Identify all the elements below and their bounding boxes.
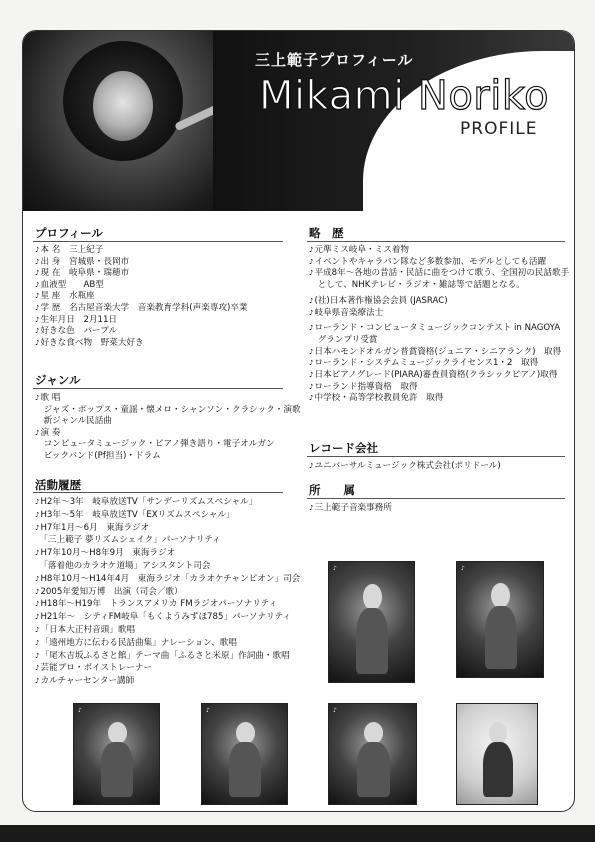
genre-row (35, 428, 60, 439)
agency-row-text: 三上範子音楽事務所 (314, 503, 392, 513)
profile-row-text: 血液型 AB型 (40, 279, 104, 290)
bullet-arrow-icon: ♪ (309, 347, 314, 356)
bullet-arrow-icon: ♪ (309, 324, 314, 333)
bullet-arrow-icon: ♪ (309, 308, 314, 317)
career-row-text: イベントやキャラバン隊など多数参加、モデルとしても活躍 (314, 256, 547, 267)
activities-row-text: H7年10月～H8年9月 東海ラジオ (40, 548, 176, 559)
bullet-arrow-icon: ♪ (35, 664, 40, 673)
jp-title: 三上範子プロフィール (255, 51, 414, 69)
activities-row (35, 587, 183, 598)
activities-row (35, 676, 134, 687)
header (23, 31, 574, 211)
profile-row-text: 現 在 岐阜県・瑞穂市 (40, 268, 130, 279)
bullet-arrow-icon: ♪ (309, 371, 314, 379)
career-row (309, 257, 546, 268)
activities-title: 活動履歴 (35, 478, 81, 492)
label-row-text: ユニバーサルミュージック株式会社(ポリドール) (314, 461, 501, 471)
photo-5: ♪ (328, 703, 417, 805)
photo-4: ♪ (201, 703, 288, 805)
bullet-arrow-icon: ♪ (35, 246, 40, 254)
bullet-arrow-icon: ♪ (309, 359, 314, 368)
activities-row-text: カルチャーセンター講師 (40, 676, 135, 687)
profile-word: PROFILE (460, 119, 538, 139)
genre-row (35, 393, 60, 404)
activities-row-text: 2005年愛知万博 出演（司会／歌） (40, 586, 183, 597)
career-row-text: (社)日本著作権協会会員 (JASRAC) (314, 295, 448, 306)
profile-row (35, 291, 95, 302)
career-row-text: 日本ハモンドオルガン普賞資格(ジュニア・シニアランク) 取得 (314, 346, 562, 357)
bullet-arrow-icon: ♪ (35, 549, 40, 558)
career-row (309, 370, 557, 381)
career-row (309, 245, 409, 256)
profile-row-text: 学 歴 名古屋音楽大学 音楽教育学科(声楽専攻)卒業 (40, 303, 248, 313)
bullet-arrow-icon: ♪ (35, 677, 40, 686)
career-row-text: グランプリ受賞 (309, 334, 378, 345)
bullet-arrow-icon: ♪ (35, 327, 40, 336)
career-row (309, 358, 538, 369)
label-title: レコード会社 (309, 441, 378, 455)
profile-sheet (22, 30, 575, 812)
activities-row-text: 「尾木吉坂ふるさと館」テーマ曲「ふるさと米原」作詞曲・歌唱 (40, 650, 290, 661)
photo-3: ♪ (73, 703, 160, 805)
profile-row (35, 257, 129, 268)
bullet-arrow-icon: ♪ (35, 394, 40, 402)
activities-row (35, 574, 300, 585)
bullet-arrow-icon: ♪ (309, 269, 314, 278)
bullet-arrow-icon: ♪ (309, 296, 314, 305)
profile-row-text: 好きな食べ物 野菜大好き (40, 337, 144, 348)
activities-row (35, 561, 210, 572)
profile-row (35, 280, 104, 291)
activities-row (35, 510, 235, 521)
label-row (309, 461, 501, 472)
activities-row-text: H3年～5年 岐阜放送TV「EXリズムスペシャル」 (40, 509, 235, 520)
career-row (309, 323, 560, 334)
career-row (309, 382, 418, 393)
bullet-arrow-icon: ♪ (35, 651, 40, 660)
genre-row-text: 新ジャンル民話曲 (35, 416, 112, 427)
career-row (309, 280, 525, 291)
bullet-arrow-icon: ♪ (309, 257, 314, 266)
profile-row-text: 生年月日 2月11日 (40, 314, 118, 325)
bullet-arrow-icon: ♪ (309, 462, 314, 470)
profile-row (35, 338, 144, 349)
activities-row-text: H21年～ シティFM岐阜「もくようみずほ785」パーソナリティ (40, 612, 291, 623)
genre-row-text: 演 奏 (40, 427, 61, 438)
activities-row-text: 「三上範子 夢リズムシェイク」パーソナリティ (35, 535, 221, 546)
scan-edge (0, 825, 595, 842)
activities-row-text: 「落着他のカラオケ道場」アシスタント司会 (35, 561, 211, 571)
career-row (309, 308, 383, 319)
bullet-arrow-icon: ♪ (35, 574, 40, 583)
career-row-text: 平成8年～各地の昔話・民話に曲をつけて歌う、全国初の民話歌手 (314, 268, 570, 279)
activities-row (35, 523, 149, 534)
photo-6 (456, 703, 538, 805)
activities-row-text: H18年～H19年 トランスアメリカ FMラジオパーソナリティ (40, 599, 278, 610)
genre-title: ジャンル (35, 373, 81, 387)
profile-row (35, 268, 129, 279)
agency-row (309, 503, 392, 514)
genre-row-text: ビックバンド(Pf担当)・ドラム (35, 451, 161, 461)
profile-row-text: 好きな色 パープル (40, 326, 118, 337)
career-row-text: 岐阜県音楽療法士 (314, 307, 384, 318)
activities-row-text: H8年10月～H14年4月 東海ラジオ「カラオケチャンピオン」司会 (40, 573, 301, 584)
bullet-arrow-icon: ♪ (35, 600, 40, 609)
activities-row (35, 625, 135, 636)
bullet-arrow-icon: ♪ (35, 613, 40, 622)
photo-1: ♪ (328, 561, 415, 683)
career-title: 略 歴 (309, 226, 344, 240)
profile-row-text: 星 座 水瓶座 (40, 291, 95, 302)
career-row-text: 中学校・高等学校教員免許 取得 (314, 393, 444, 404)
bullet-arrow-icon: ♪ (35, 498, 40, 506)
bullet-arrow-icon: ♪ (35, 587, 40, 596)
bullet-arrow-icon: ♪ (35, 510, 40, 519)
photo-2: ♪ (456, 561, 544, 678)
career-row-text: ローランド・システムミュージックライセンス1・2 取得 (314, 358, 539, 369)
activities-row (35, 612, 291, 623)
bullet-arrow-icon: ♪ (309, 504, 314, 512)
career-row-text: 日本ピアノグレード(PIARA)審査員資格(クラシックピアノ)取得 (314, 370, 558, 380)
bullet-arrow-icon: ♪ (35, 638, 40, 647)
bullet-arrow-icon: ♪ (309, 394, 314, 403)
profile-row (35, 326, 117, 337)
genre-row (35, 439, 275, 450)
activities-row (35, 535, 221, 546)
career-row (309, 347, 561, 358)
bullet-arrow-icon: ♪ (35, 428, 40, 437)
bullet-arrow-icon: ♪ (35, 315, 40, 324)
activities-row-text: H7年1月～6月 東海ラジオ (40, 522, 150, 533)
bullet-arrow-icon: ♪ (35, 523, 40, 532)
activities-row-text: H2年～3年 岐阜放送TV「サンデーリズムスペシャル」 (40, 497, 258, 507)
profile-row (35, 303, 248, 314)
career-row (309, 393, 443, 404)
genre-row (35, 416, 112, 427)
career-row-text: として、NHKテレビ・ラジオ・雑誌等で話題となる。 (309, 280, 525, 291)
profile-row (35, 315, 117, 326)
bullet-arrow-icon: ♪ (309, 246, 314, 254)
profile-row-text: 出 身 宮城県・長岡市 (40, 256, 130, 267)
genre-row-text: ジャズ・ポップス・童謡・懐メロ・シャンソン・クラシック・演歌 (35, 404, 301, 415)
profile-row (35, 245, 103, 256)
activities-row (35, 663, 152, 674)
activities-row (35, 651, 290, 662)
bullet-arrow-icon: ♪ (309, 382, 314, 391)
profile-row-text: 本 名 三上紀子 (40, 245, 104, 255)
genre-row (35, 405, 301, 416)
activities-row-text: 「遠州地方に伝わる民話曲集」ナレーション、歌唱 (40, 637, 237, 648)
career-row (309, 296, 448, 307)
activities-row-text: 芸能プロ・ボイストレーナー (40, 663, 153, 674)
photo-face (93, 71, 153, 141)
career-row (309, 268, 569, 279)
activities-row (35, 548, 175, 559)
bullet-arrow-icon: ♪ (35, 269, 40, 278)
bullet-arrow-icon: ♪ (35, 292, 40, 301)
career-row-text: ローランド指導資格 取得 (314, 381, 418, 392)
bullet-arrow-icon: ♪ (35, 304, 40, 312)
activities-row-text: 「日本大正村音頭」歌唱 (40, 625, 136, 635)
career-row-text: ローランド・コンピュータミュージックコンテスト in NAGOYA (314, 323, 561, 334)
genre-row-text: 歌 唱 (40, 393, 61, 403)
profile-title: プロフィール (35, 226, 103, 240)
genre-row (35, 451, 161, 462)
bullet-arrow-icon: ♪ (35, 257, 40, 266)
activities-row (35, 497, 257, 508)
bullet-arrow-icon: ♪ (35, 338, 40, 347)
en-name: Mikami Noriko (259, 73, 550, 119)
career-row-text: 元準ミス岐阜・ミス着物 (314, 245, 410, 255)
genre-row-text: コンピュータミュージック・ピアノ弾き語り・電子オルガン (35, 439, 275, 450)
activities-row (35, 638, 237, 649)
career-row (309, 335, 377, 346)
activities-row (35, 599, 277, 610)
bullet-arrow-icon: ♪ (35, 626, 40, 634)
agency-title: 所 属 (309, 483, 355, 497)
bullet-arrow-icon: ♪ (35, 280, 40, 289)
